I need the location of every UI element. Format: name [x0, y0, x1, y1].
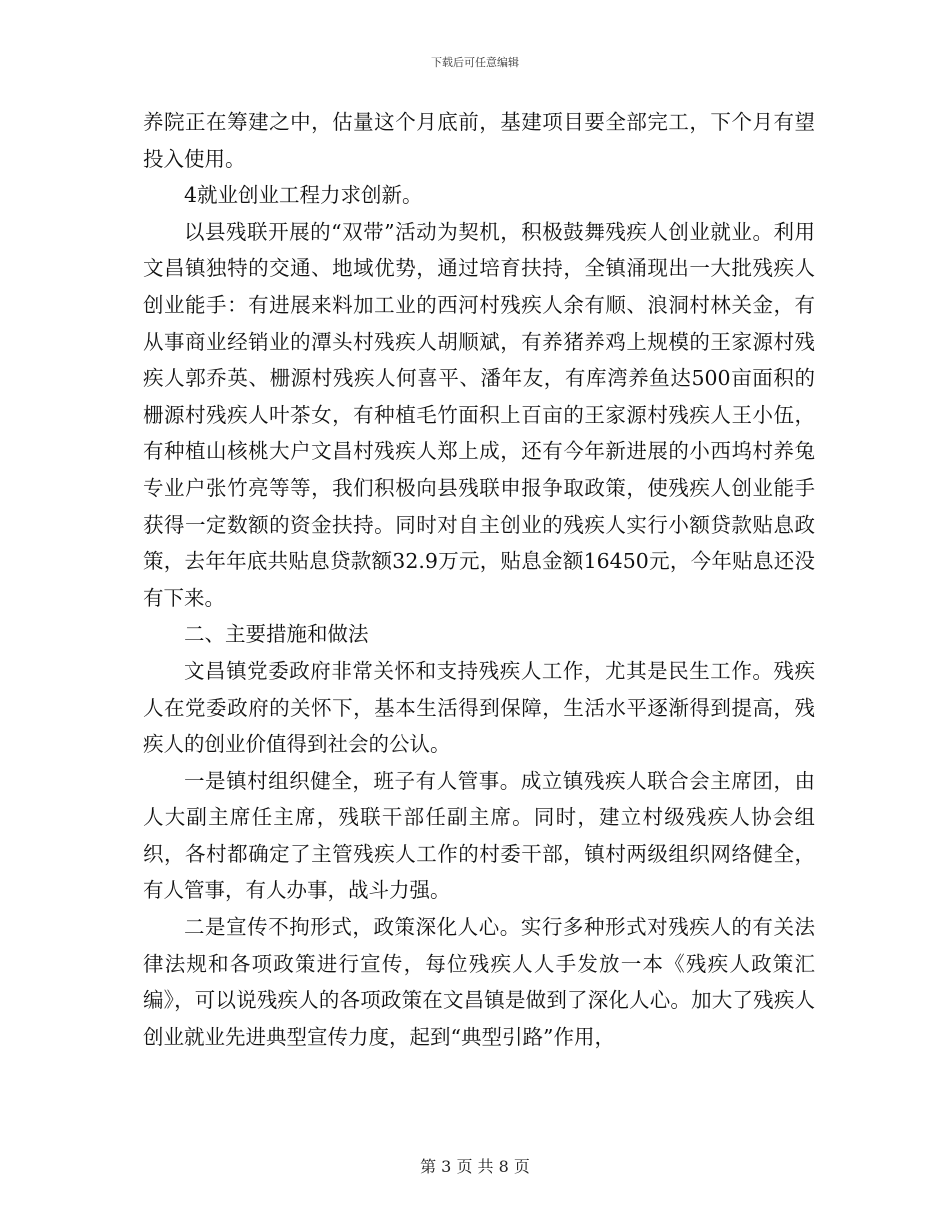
- page-number: 第 3 页 共 8 页: [420, 1157, 530, 1176]
- paragraph: 一是镇村组织健全，班子有人管事。成立镇残疾人联合会主席团，由人大副主席任主席，残联干部任副主席。同时，建立村级残疾人协会组织，各村都确定了主管残疾人工作的村委干部，镇村两级组织网络健全，有人管事，有人办事，战斗力强。: [143, 768, 815, 903]
- paragraph: 文昌镇党委政府非常关怀和支持残疾人工作，尤其是民生工作。残疾人在党委政府的关怀下，基本生活得到保障，生活水平逐渐得到提高，残疾人的创业价值得到社会的公认。: [143, 658, 815, 757]
- paragraph: 以县残联开展的“双带”活动为契机，积极鼓舞残疾人创业就业。利用文昌镇独特的交通、地域优势，通过培育扶持，全镇涌现出一大批残疾人创业能手：有进展来料加工业的西河村残疾人余有顺、浪洞村林关金，有从事商业经销业的潭头村残疾人胡顺斌，有养猪养鸡上规模的王家源村残疾人郭乔英、栅源村残疾人何喜平、潘年友，有库湾养鱼达500亩面积的栅源村残疾人叶茶女，有种植毛竹面积上百亩的王家源村残疾人王小伍，有种植山核桃大户文昌村残疾人郑上成，还有今年新进展的小西坞村养兔专业户张竹亮等等，我们积极向县残联申报争取政策，使残疾人创业能手获得一定数额的资金扶持。同时对自主创业的残疾人实行小额贷款贴息政策，去年年底共贴息贷款额32.9万元，贴息金额16450元，今年贴息还没有下来。: [143, 219, 815, 610]
- paragraph: 二是宣传不拘形式，政策深化人心。实行多种形式对残疾人的有关法律法规和各项政策进行宣传，每位残疾人人手发放一本《残疾人政策汇编》，可以说残疾人的各项政策在文昌镇是做到了深化人心。加大了残疾人创业就业先进典型宣传力度，起到“典型引路”作用，: [143, 915, 815, 1049]
- document-body: [143, 104, 815, 1055]
- section-heading: 二、主要措施和做法: [184, 622, 369, 647]
- page-header-note: 下载后可任意编辑: [431, 56, 519, 69]
- paragraph: 养院正在筹建之中，估量这个月底前，基建项目要全部完工，下个月有望投入使用。: [143, 110, 815, 171]
- paragraph: 4就业创业工程力求创新。: [184, 183, 423, 208]
